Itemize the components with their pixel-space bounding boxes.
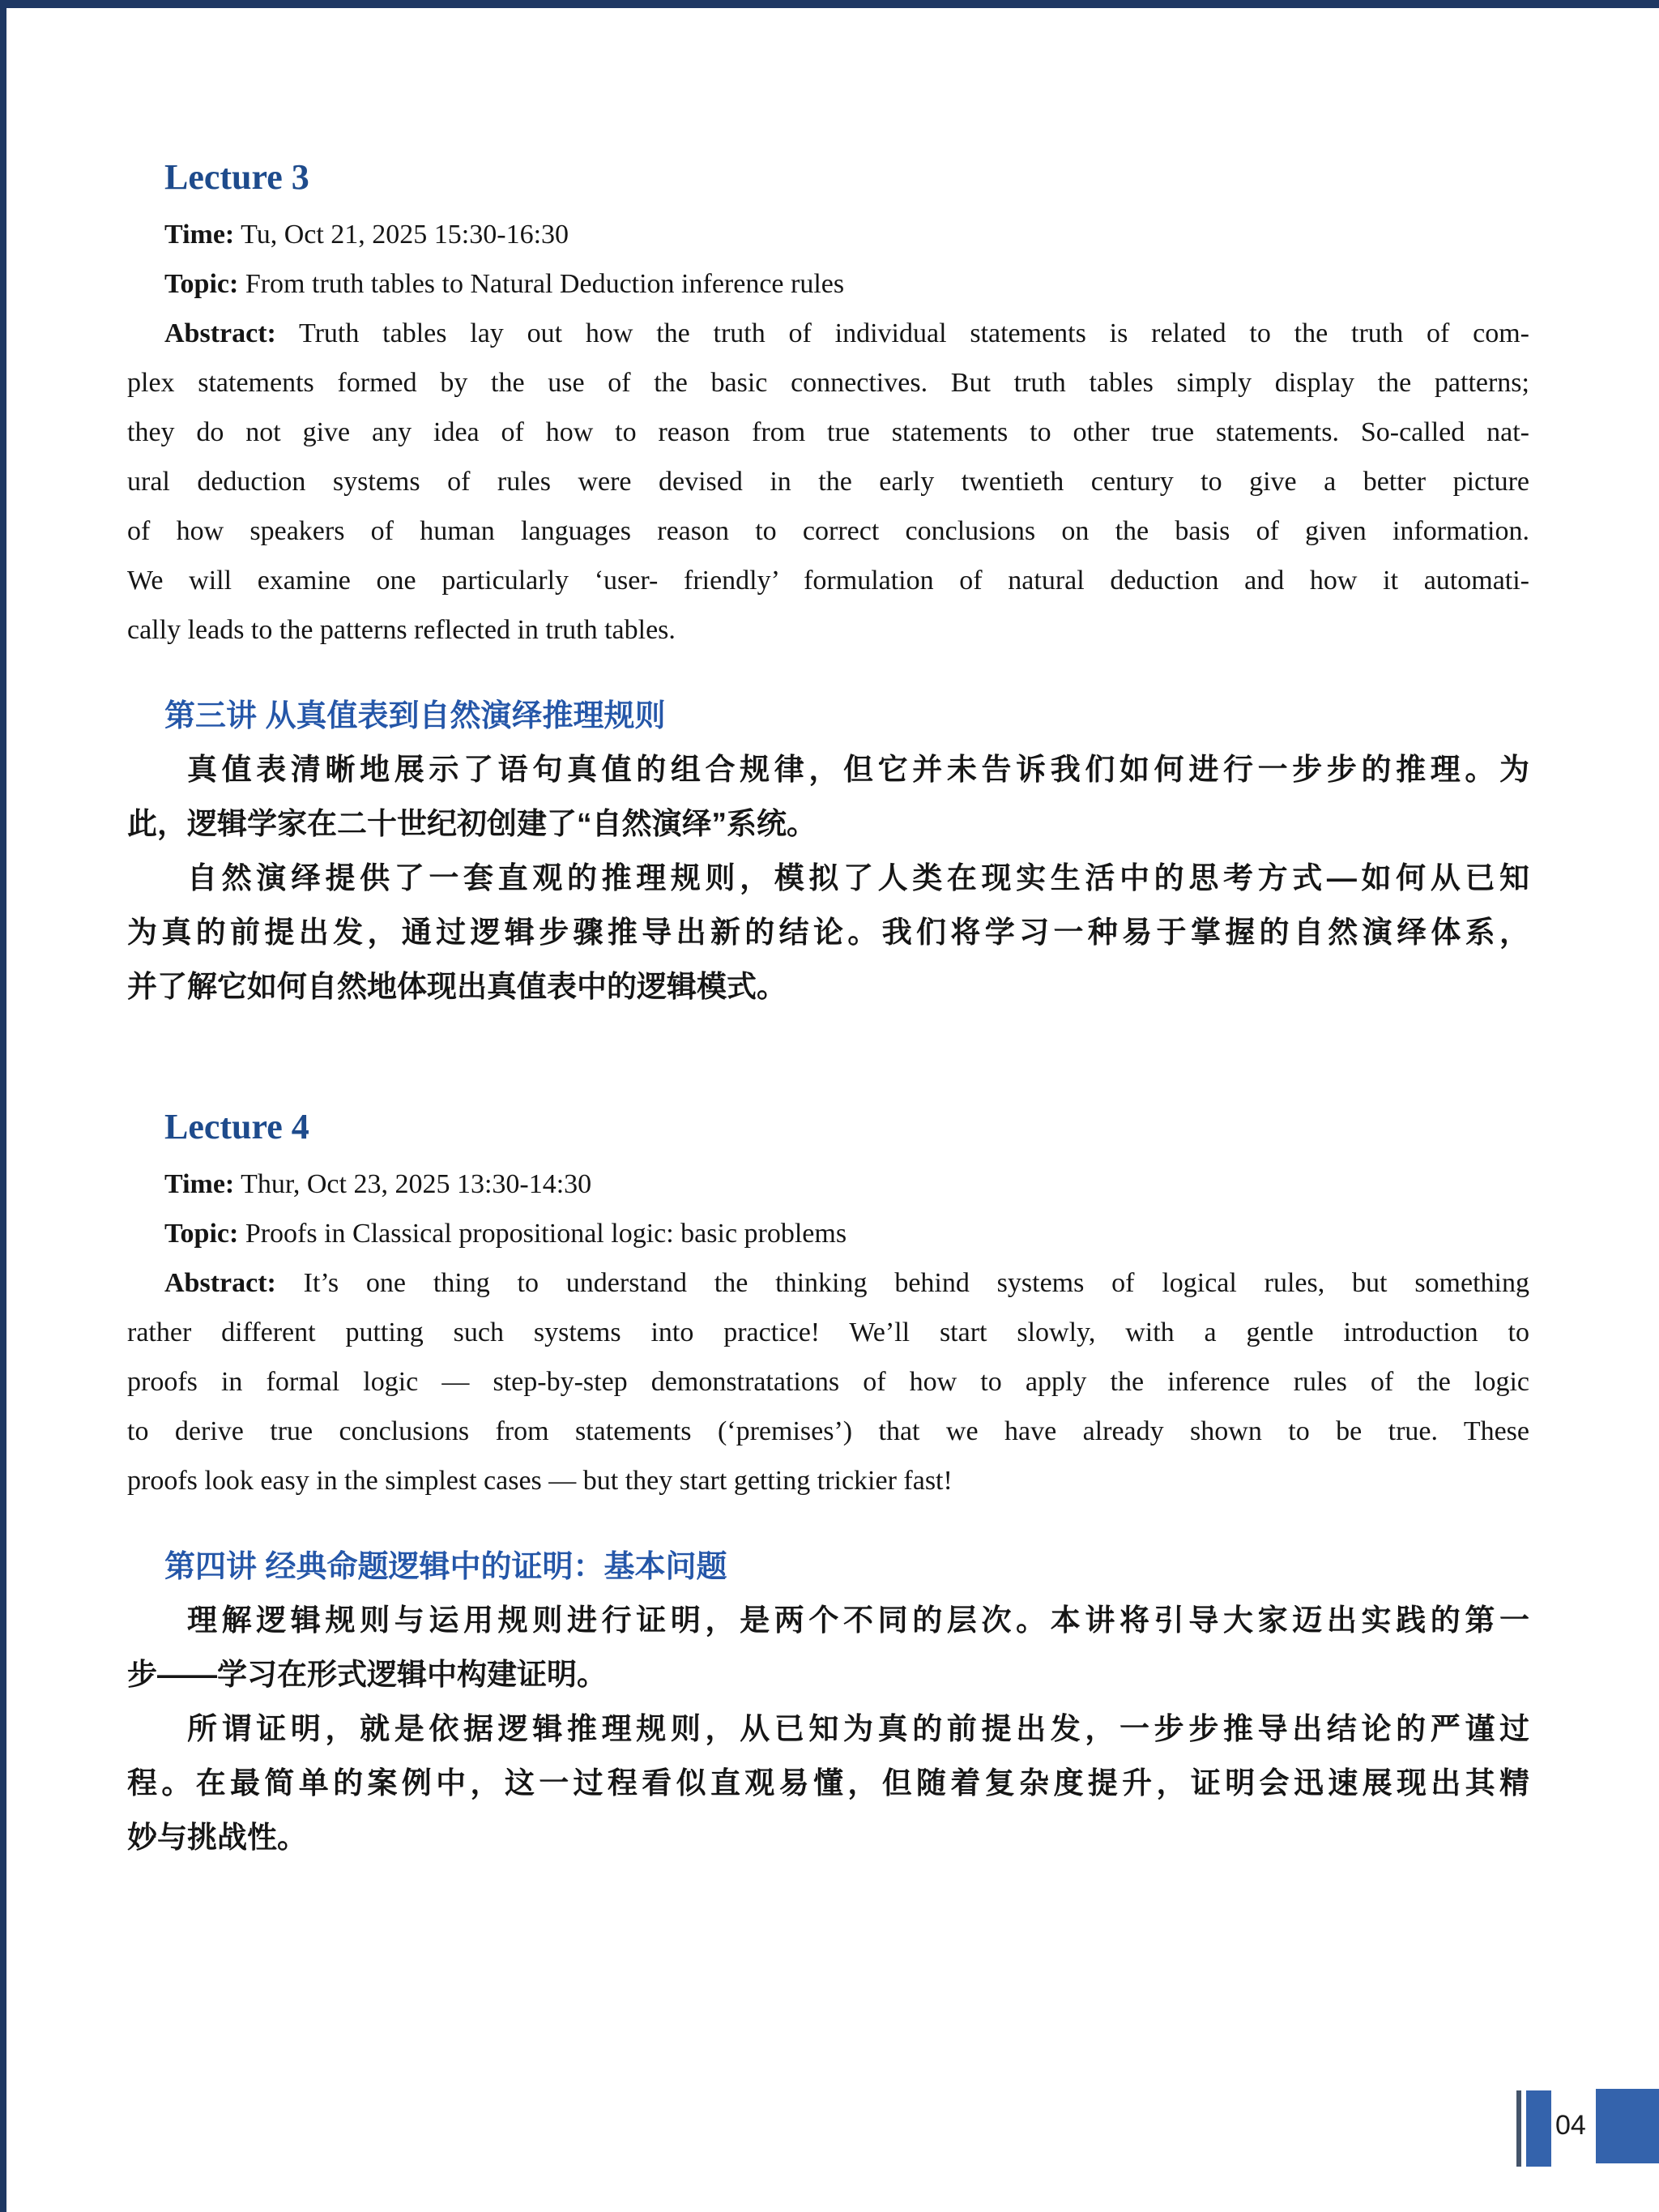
text-line: 所谓证明，就是依据逻辑推理规则，从已知为真的前提出发，一步步推导出结论的严谨过 — [187, 1712, 1529, 1745]
text-line: ural deduction systems of rules were devised in the early twentieth century to give a better picture — [127, 467, 1529, 497]
footer-thin-bar — [1516, 2090, 1521, 2167]
topic-value: From truth tables to Natural Deduction inference rules — [238, 269, 845, 299]
lecture-3-chinese-paragraph-2 — [127, 851, 1529, 1014]
abstract-label: Abstract: — [164, 318, 276, 348]
lecture-3-section — [127, 158, 1529, 1014]
lecture-3-title: Lecture 3 — [164, 157, 309, 197]
text-line: cally leads to the patterns reflected in truth tables. — [127, 615, 676, 645]
lecture-4-chinese-title: 第四讲 经典命题逻辑中的证明：基本问题 — [164, 1550, 727, 1584]
abstract-first-line — [127, 1258, 1529, 1308]
text-line: We will examine one particularly ‘user- friendly’ formulation of natural deduction and how it automati- — [127, 566, 1529, 596]
abstract-first-text: It’s one thing to understand the thinking behind systems of logical rules, but something — [275, 1268, 1529, 1298]
page-top-border — [0, 0, 1659, 8]
page-number: 04 — [1555, 2110, 1586, 2141]
footer-edge-rect — [1596, 2089, 1659, 2163]
text-line: 此，逻辑学家在二十世纪初创建了“自然演绎”系统。 — [127, 807, 817, 840]
time-value: Thur, Oct 23, 2025 13:30-14:30 — [234, 1169, 592, 1199]
lecture-4-title: Lecture 4 — [164, 1107, 309, 1147]
abstract-body-lines — [127, 358, 1529, 655]
text-line: 步——学习在形式逻辑中构建证明。 — [127, 1658, 607, 1691]
topic-label: Topic: — [164, 1219, 239, 1249]
topic-value: Proofs in Classical propositional logic: basic problems — [238, 1219, 847, 1249]
text-line: of how speakers of human languages reason to correct conclusions on the basis of given information. — [127, 516, 1529, 546]
text-line: 自然演绎提供了一套直观的推理规则，模拟了人类在现实生活中的思考方式—如何从已知 — [187, 861, 1529, 895]
time-label: Time: — [164, 1169, 235, 1199]
text-line: 程。在最简单的案例中，这一过程看似直观易懂，但随着复杂度提升，证明会迅速展现出其精 — [127, 1766, 1529, 1800]
lecture-3-chinese-title: 第三讲 从真值表到自然演绎推理规则 — [164, 699, 666, 733]
lecture-3-chinese-paragraph-1 — [127, 742, 1529, 851]
lecture-3-topic-line — [164, 259, 1529, 309]
abstract-first-text: Truth tables lay out how the truth of individual statements is related to the truth of com- — [275, 318, 1529, 348]
text-line: they do not give any idea of how to reason from true statements to other true statements. So-called nat- — [127, 417, 1529, 447]
text-line: 并了解它如何自然地体现出真值表中的逻辑模式。 — [127, 970, 787, 1003]
topic-label: Topic: — [164, 269, 239, 299]
text-line: 真值表清晰地展示了语句真值的组合规律，但它并未告诉我们如何进行一步步的推理。为 — [187, 753, 1529, 786]
abstract-label: Abstract: — [164, 1268, 276, 1298]
time-value: Tu, Oct 21, 2025 15:30-16:30 — [234, 220, 569, 250]
text-line: 为真的前提出发，通过逻辑步骤推导出新的结论。我们将学习一种易于掌握的自然演绎体系， — [127, 916, 1529, 949]
abstract-first-line — [127, 309, 1529, 358]
lecture-4-chinese-paragraph-2 — [127, 1702, 1529, 1864]
footer-thick-bar — [1526, 2090, 1551, 2167]
lecture-4-section — [127, 1108, 1529, 1864]
lecture-4-time-line — [164, 1159, 1529, 1209]
lecture-3-time-line — [164, 210, 1529, 259]
text-line: plex statements formed by the use of the basic connectives. But truth tables simply display the patterns; — [127, 368, 1529, 398]
lecture-4-topic-line — [164, 1209, 1529, 1258]
abstract-body-lines — [127, 1308, 1529, 1505]
text-line: rather different putting such systems into practice! We’ll start slowly, with a gentle introduction to — [127, 1317, 1529, 1347]
lecture-4-abstract — [127, 1258, 1529, 1505]
text-line: proofs look easy in the simplest cases — but they start getting trickier fast! — [127, 1466, 953, 1496]
text-line: to derive true conclusions from statements (‘premises’) that we have already shown to be true. These — [127, 1416, 1529, 1446]
text-line: proofs in formal logic — step-by-step demonstratations of how to apply the inference rules of the logic — [127, 1367, 1529, 1397]
lecture-3-abstract — [127, 309, 1529, 655]
lecture-4-chinese-paragraph-1 — [127, 1593, 1529, 1702]
text-line: 理解逻辑规则与运用规则进行证明，是两个不同的层次。本讲将引导大家迈出实践的第一 — [187, 1603, 1529, 1637]
text-line: 妙与挑战性。 — [127, 1821, 307, 1854]
time-label: Time: — [164, 220, 235, 250]
page-left-border — [0, 0, 6, 2212]
